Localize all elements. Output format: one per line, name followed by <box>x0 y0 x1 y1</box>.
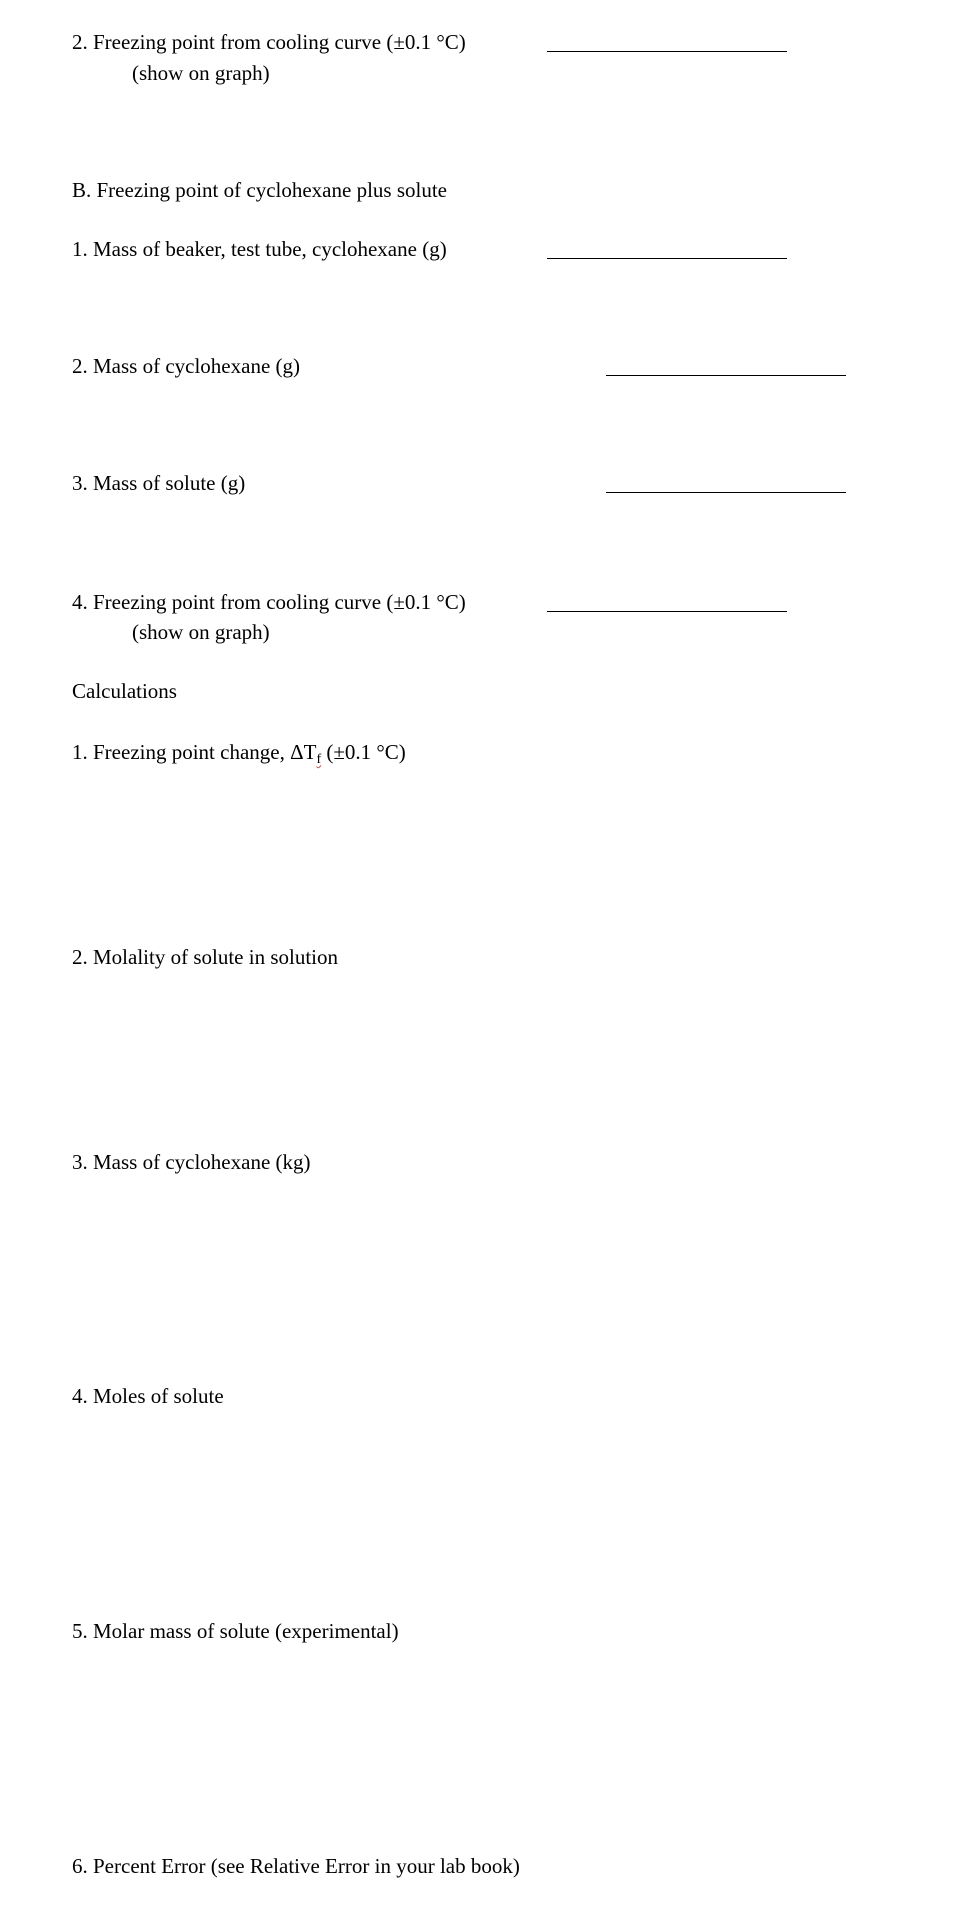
calc-item-1-subscript: f <box>316 752 322 767</box>
part-b-item-1-label: 1. Mass of beaker, test tube, cyclohexane (g) <box>72 237 447 261</box>
calc-item-1-label <box>72 740 406 768</box>
calc-item-1-prefix: 1. Freezing point change, ΔT <box>72 740 317 764</box>
part-a-item-2-label: 2. Freezing point from cooling curve (±0.1 °C) <box>72 30 466 54</box>
part-b-item-2-label: 2. Mass of cyclohexane (g) <box>72 354 301 378</box>
calc-item-3-label: 3. Mass of cyclohexane (kg) <box>72 1150 311 1174</box>
part-b-item-4-answer-blank[interactable] <box>547 611 787 612</box>
part-b-heading: B. Freezing point of cyclohexane plus solute <box>72 178 447 202</box>
part-b-item-4-note: (show on graph) <box>132 620 270 644</box>
part-b-item-2-answer-blank[interactable] <box>606 375 846 376</box>
part-a-item-2-answer-blank[interactable] <box>547 51 787 52</box>
calc-item-4-label: 4. Moles of solute <box>72 1384 224 1408</box>
part-b-item-1-answer-blank[interactable] <box>547 258 787 259</box>
part-b-item-3-answer-blank[interactable] <box>606 492 846 493</box>
calculations-heading: Calculations <box>72 679 177 703</box>
calc-item-1-suffix: (±0.1 °C) <box>321 740 406 764</box>
calc-item-2-label: 2. Molality of solute in solution <box>72 945 338 969</box>
part-a-item-2-note: (show on graph) <box>132 61 270 85</box>
calc-item-5-label: 5. Molar mass of solute (experimental) <box>72 1619 399 1643</box>
part-b-item-4-label: 4. Freezing point from cooling curve (±0.1 °C) <box>72 590 466 614</box>
calc-item-6-label: 6. Percent Error (see Relative Error in your lab book) <box>72 1854 520 1878</box>
part-b-item-3-label: 3. Mass of solute (g) <box>72 471 246 495</box>
